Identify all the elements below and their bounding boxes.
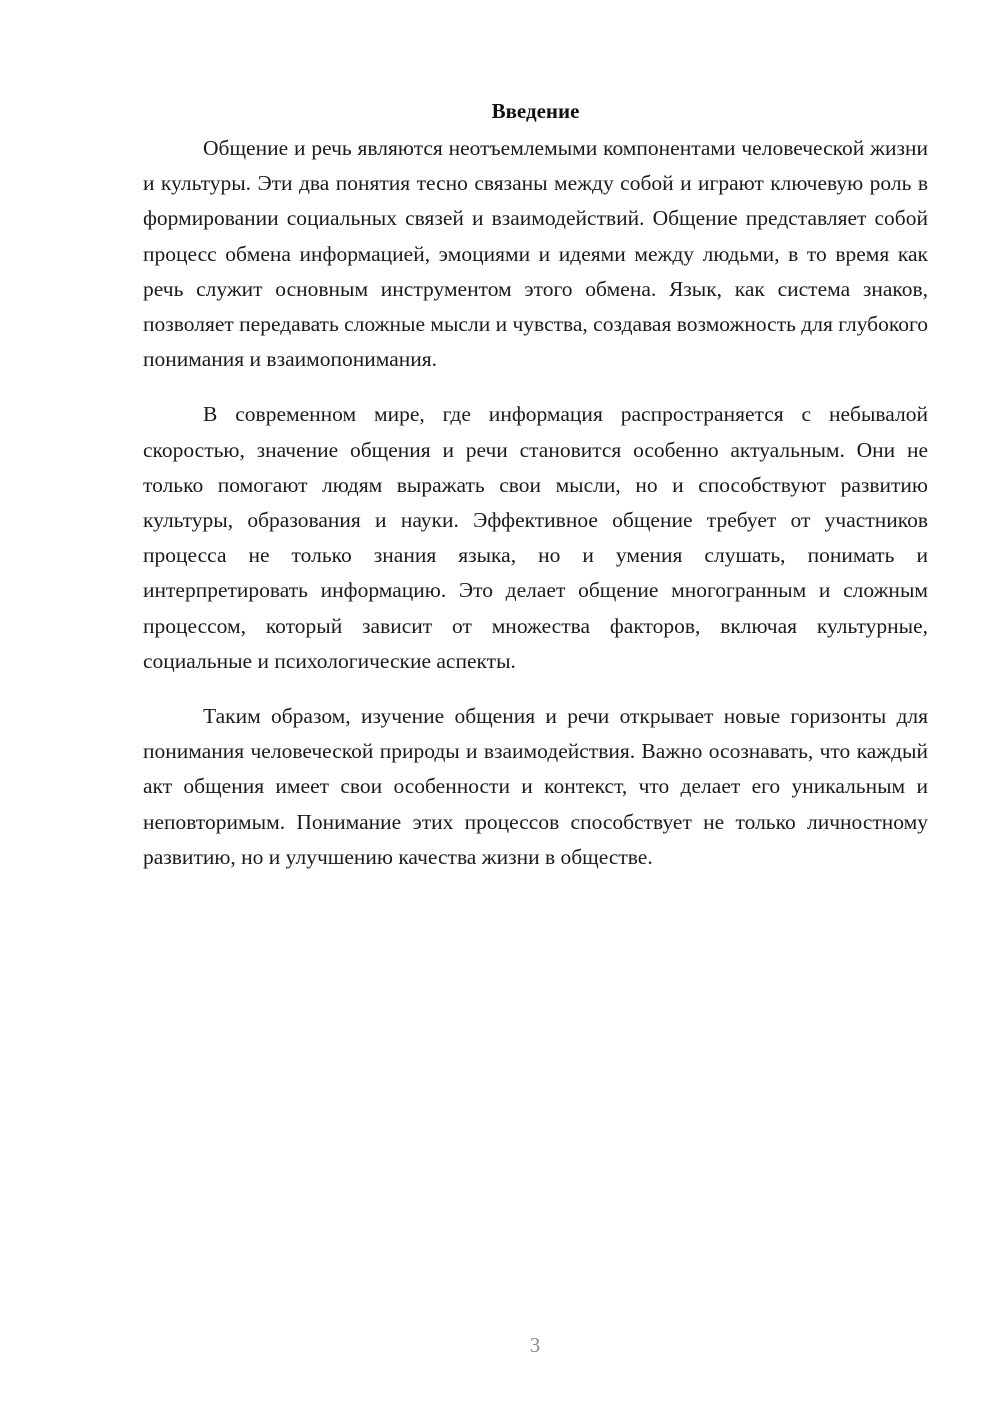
page-content	[143, 95, 928, 895]
section-title: Введение	[491, 99, 580, 123]
paragraph-1: Общение и речь являются неотъемлемыми компонентами человеческой жизни и культуры. Эти два понятия тесно связаны между собой и играют ключевую роль в формировании социальных связей и взаимодействий. Общение представляет собой процесс обмена информацией, эмоциями и идеями между людьми, в то время как речь служит основным инструментом этого обмена. Язык, как система знаков, позволяет передавать сложные мысли и чувства, создавая возможность для глубокого понимания и взаимопонимания.	[143, 136, 928, 372]
paragraph-3: Таким образом, изучение общения и речи открывает новые горизонты для понимания человеческой природы и взаимодействия. Важно осознавать, что каждый акт общения имеет свои особенности и контекст, что делает его уникальным и неповторимым. Понимание этих процессов способствует не только личностному развитию, но и улучшению качества жизни в обществе.	[143, 704, 928, 869]
page-number: 3	[529, 1333, 541, 1357]
paragraph-2: В современном мире, где информация распространяется с небывалой скоростью, значение общения и речи становится особенно актуальным. Они не только помогают людям выражать свои мысли, но и способствуют развитию культуры, образования и науки. Эффективное общение требует от участников процесса не только знания языка, но и умения слушать, понимать и интерпретировать информацию. Это делает общение многогранным и сложным процессом, который зависит от множества факторов, включая культурные, социальные и психологические аспекты.	[143, 402, 928, 673]
